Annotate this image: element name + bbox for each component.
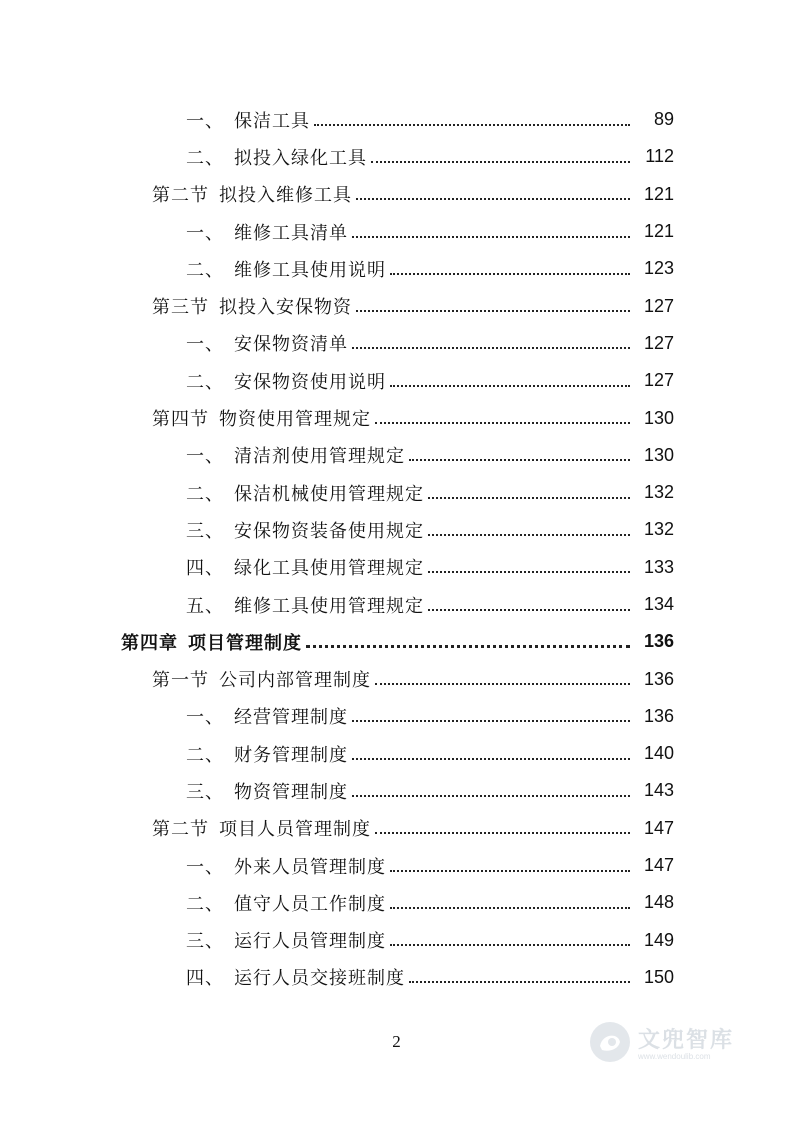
toc-dot-leader — [390, 273, 630, 275]
toc-entry-page: 134 — [643, 594, 674, 614]
toc-entry-item[interactable] — [0, 959, 793, 996]
toc-entry-item[interactable] — [0, 698, 793, 735]
toc-dot-leader — [352, 720, 630, 722]
toc-dot-leader — [390, 944, 630, 946]
wendou-logo-icon — [588, 1020, 632, 1064]
toc-entry-title: 项目人员管理制度 — [219, 819, 371, 841]
toc-entry-item[interactable] — [0, 735, 793, 772]
toc-entry-page: 112 — [645, 146, 674, 167]
watermark-title: 文兜智库 — [638, 1028, 735, 1053]
toc-entry-page: 150 — [643, 966, 674, 987]
toc-entry-title: 保洁工具 — [234, 110, 310, 132]
toc-entry-page: 89 — [653, 109, 674, 130]
toc-entry-title: 项目管理制度 — [188, 632, 302, 654]
toc-entry-title: 财务管理制度 — [234, 744, 348, 766]
toc-entry-prefix: 三、 — [186, 520, 224, 542]
toc-entry-page: 123 — [643, 258, 674, 279]
toc-entry-page: 147 — [643, 855, 674, 876]
toc-entry-title: 维修工具使用说明 — [234, 259, 386, 281]
toc-entry-page: 121 — [643, 183, 674, 204]
watermark-subtitle: www.wendoulib.com — [638, 1052, 711, 1061]
toc-dot-leader — [390, 907, 630, 909]
toc-entry-prefix: 一、 — [186, 110, 224, 132]
toc-entry-prefix: 二、 — [186, 483, 224, 505]
toc-entry-title: 安保物资装备使用规定 — [234, 520, 424, 542]
toc-dot-leader — [356, 198, 630, 200]
toc-entry-prefix: 一、 — [186, 707, 224, 729]
toc-entry-title: 保洁机械使用管理规定 — [234, 483, 424, 505]
toc-entry-item[interactable] — [0, 362, 793, 399]
toc-entry-title: 安保物资清单 — [234, 334, 348, 356]
toc-entry-title: 清洁剂使用管理规定 — [234, 446, 405, 468]
toc-entry-prefix: 四、 — [186, 558, 224, 580]
toc-entry-page: 148 — [643, 892, 674, 913]
toc-entry-section[interactable] — [0, 810, 793, 847]
toc-entry-item[interactable] — [0, 922, 793, 959]
toc-dot-leader — [409, 459, 630, 461]
toc-entry-page: 149 — [643, 929, 674, 950]
toc-entry-page: 127 — [643, 332, 674, 353]
toc-entry-item[interactable] — [0, 138, 793, 175]
toc-entry-page: 132 — [643, 519, 674, 540]
toc-entry-chapter[interactable] — [0, 623, 793, 660]
toc-entry-item[interactable] — [0, 101, 793, 138]
toc-entry-section[interactable] — [0, 176, 793, 213]
toc-entry-page: 136 — [643, 705, 674, 726]
toc-entry-prefix: 一、 — [186, 856, 224, 878]
toc-entry-item[interactable] — [0, 586, 793, 623]
toc-entry-page: 130 — [643, 444, 674, 465]
toc-entry-title: 维修工具清单 — [234, 222, 348, 244]
toc-entry-prefix: 二、 — [186, 259, 224, 281]
toc-dot-leader — [306, 645, 630, 648]
toc-entry-page: 136 — [643, 668, 674, 689]
toc-dot-leader — [428, 534, 630, 536]
toc-entry-prefix: 第四章 — [121, 632, 178, 654]
toc-entry-title: 绿化工具使用管理规定 — [234, 558, 424, 580]
toc-dot-leader — [375, 832, 630, 834]
toc-entry-title: 运行人员交接班制度 — [234, 968, 405, 990]
toc-dot-leader — [409, 981, 630, 983]
toc-entry-prefix: 三、 — [186, 931, 224, 953]
toc-entry-page: 133 — [643, 556, 674, 577]
toc-entry-section[interactable] — [0, 399, 793, 436]
toc-entry-item[interactable] — [0, 847, 793, 884]
toc-entry-prefix: 第一节 — [152, 670, 209, 692]
toc-entry-prefix: 二、 — [186, 893, 224, 915]
toc-entry-prefix: 第三节 — [152, 297, 209, 319]
toc-dot-leader — [428, 497, 630, 499]
toc-entry-item[interactable] — [0, 884, 793, 921]
toc-entry-prefix: 第二节 — [152, 819, 209, 841]
toc-dot-leader — [375, 422, 630, 424]
toc-entry-prefix: 三、 — [186, 781, 224, 803]
toc-entry-item[interactable] — [0, 772, 793, 809]
toc-entry-item[interactable] — [0, 325, 793, 362]
toc-entry-title: 维修工具使用管理规定 — [234, 595, 424, 617]
toc-entry-prefix: 一、 — [186, 446, 224, 468]
toc-dot-leader — [390, 870, 630, 872]
toc-entry-page: 140 — [643, 743, 674, 764]
toc-entry-title: 拟投入绿化工具 — [234, 147, 367, 169]
page-number: 2 — [392, 1032, 401, 1051]
toc-entry-section[interactable] — [0, 660, 793, 697]
toc-entry-page: 121 — [643, 221, 674, 242]
toc-entry-page: 136 — [643, 631, 674, 652]
toc-entry-page: 127 — [643, 295, 674, 316]
toc-entry-title: 拟投入维修工具 — [219, 185, 352, 207]
table-of-contents — [0, 101, 793, 996]
toc-entry-item[interactable] — [0, 549, 793, 586]
toc-dot-leader — [390, 385, 630, 387]
toc-entry-prefix: 四、 — [186, 968, 224, 990]
watermark — [588, 1020, 734, 1064]
toc-entry-title: 值守人员工作制度 — [234, 893, 386, 915]
toc-entry-title: 经营管理制度 — [234, 707, 348, 729]
toc-entry-page: 143 — [643, 780, 674, 801]
toc-entry-prefix: 二、 — [186, 147, 224, 169]
toc-entry-item[interactable] — [0, 213, 793, 250]
toc-dot-leader — [356, 310, 630, 312]
toc-entry-item[interactable] — [0, 474, 793, 511]
toc-dot-leader — [371, 161, 630, 163]
toc-entry-title: 公司内部管理制度 — [219, 670, 371, 692]
toc-entry-prefix: 五、 — [186, 595, 224, 617]
toc-entry-prefix: 第四节 — [152, 409, 209, 431]
toc-entry-title: 物资使用管理规定 — [219, 409, 371, 431]
toc-entry-section[interactable] — [0, 287, 793, 324]
toc-dot-leader — [314, 124, 630, 126]
toc-dot-leader — [352, 795, 630, 797]
toc-dot-leader — [352, 758, 630, 760]
toc-entry-prefix: 一、 — [186, 334, 224, 356]
toc-entry-title: 拟投入安保物资 — [219, 297, 352, 319]
toc-entry-prefix: 二、 — [186, 744, 224, 766]
toc-entry-prefix: 二、 — [186, 371, 224, 393]
toc-entry-title: 安保物资使用说明 — [234, 371, 386, 393]
toc-entry-page: 147 — [643, 817, 674, 838]
toc-entry-item[interactable] — [0, 437, 793, 474]
toc-entry-title: 运行人员管理制度 — [234, 931, 386, 953]
toc-entry-prefix: 一、 — [186, 222, 224, 244]
toc-entry-prefix: 第二节 — [152, 185, 209, 207]
toc-dot-leader — [428, 609, 630, 611]
toc-entry-item[interactable] — [0, 250, 793, 287]
toc-dot-leader — [352, 347, 630, 349]
toc-dot-leader — [352, 236, 630, 238]
toc-entry-item[interactable] — [0, 511, 793, 548]
toc-entry-page: 130 — [643, 407, 674, 428]
toc-entry-title: 外来人员管理制度 — [234, 856, 386, 878]
toc-dot-leader — [428, 571, 630, 573]
toc-dot-leader — [375, 683, 630, 685]
toc-entry-page: 127 — [643, 370, 674, 391]
toc-entry-title: 物资管理制度 — [234, 781, 348, 803]
toc-entry-page: 132 — [643, 482, 674, 503]
